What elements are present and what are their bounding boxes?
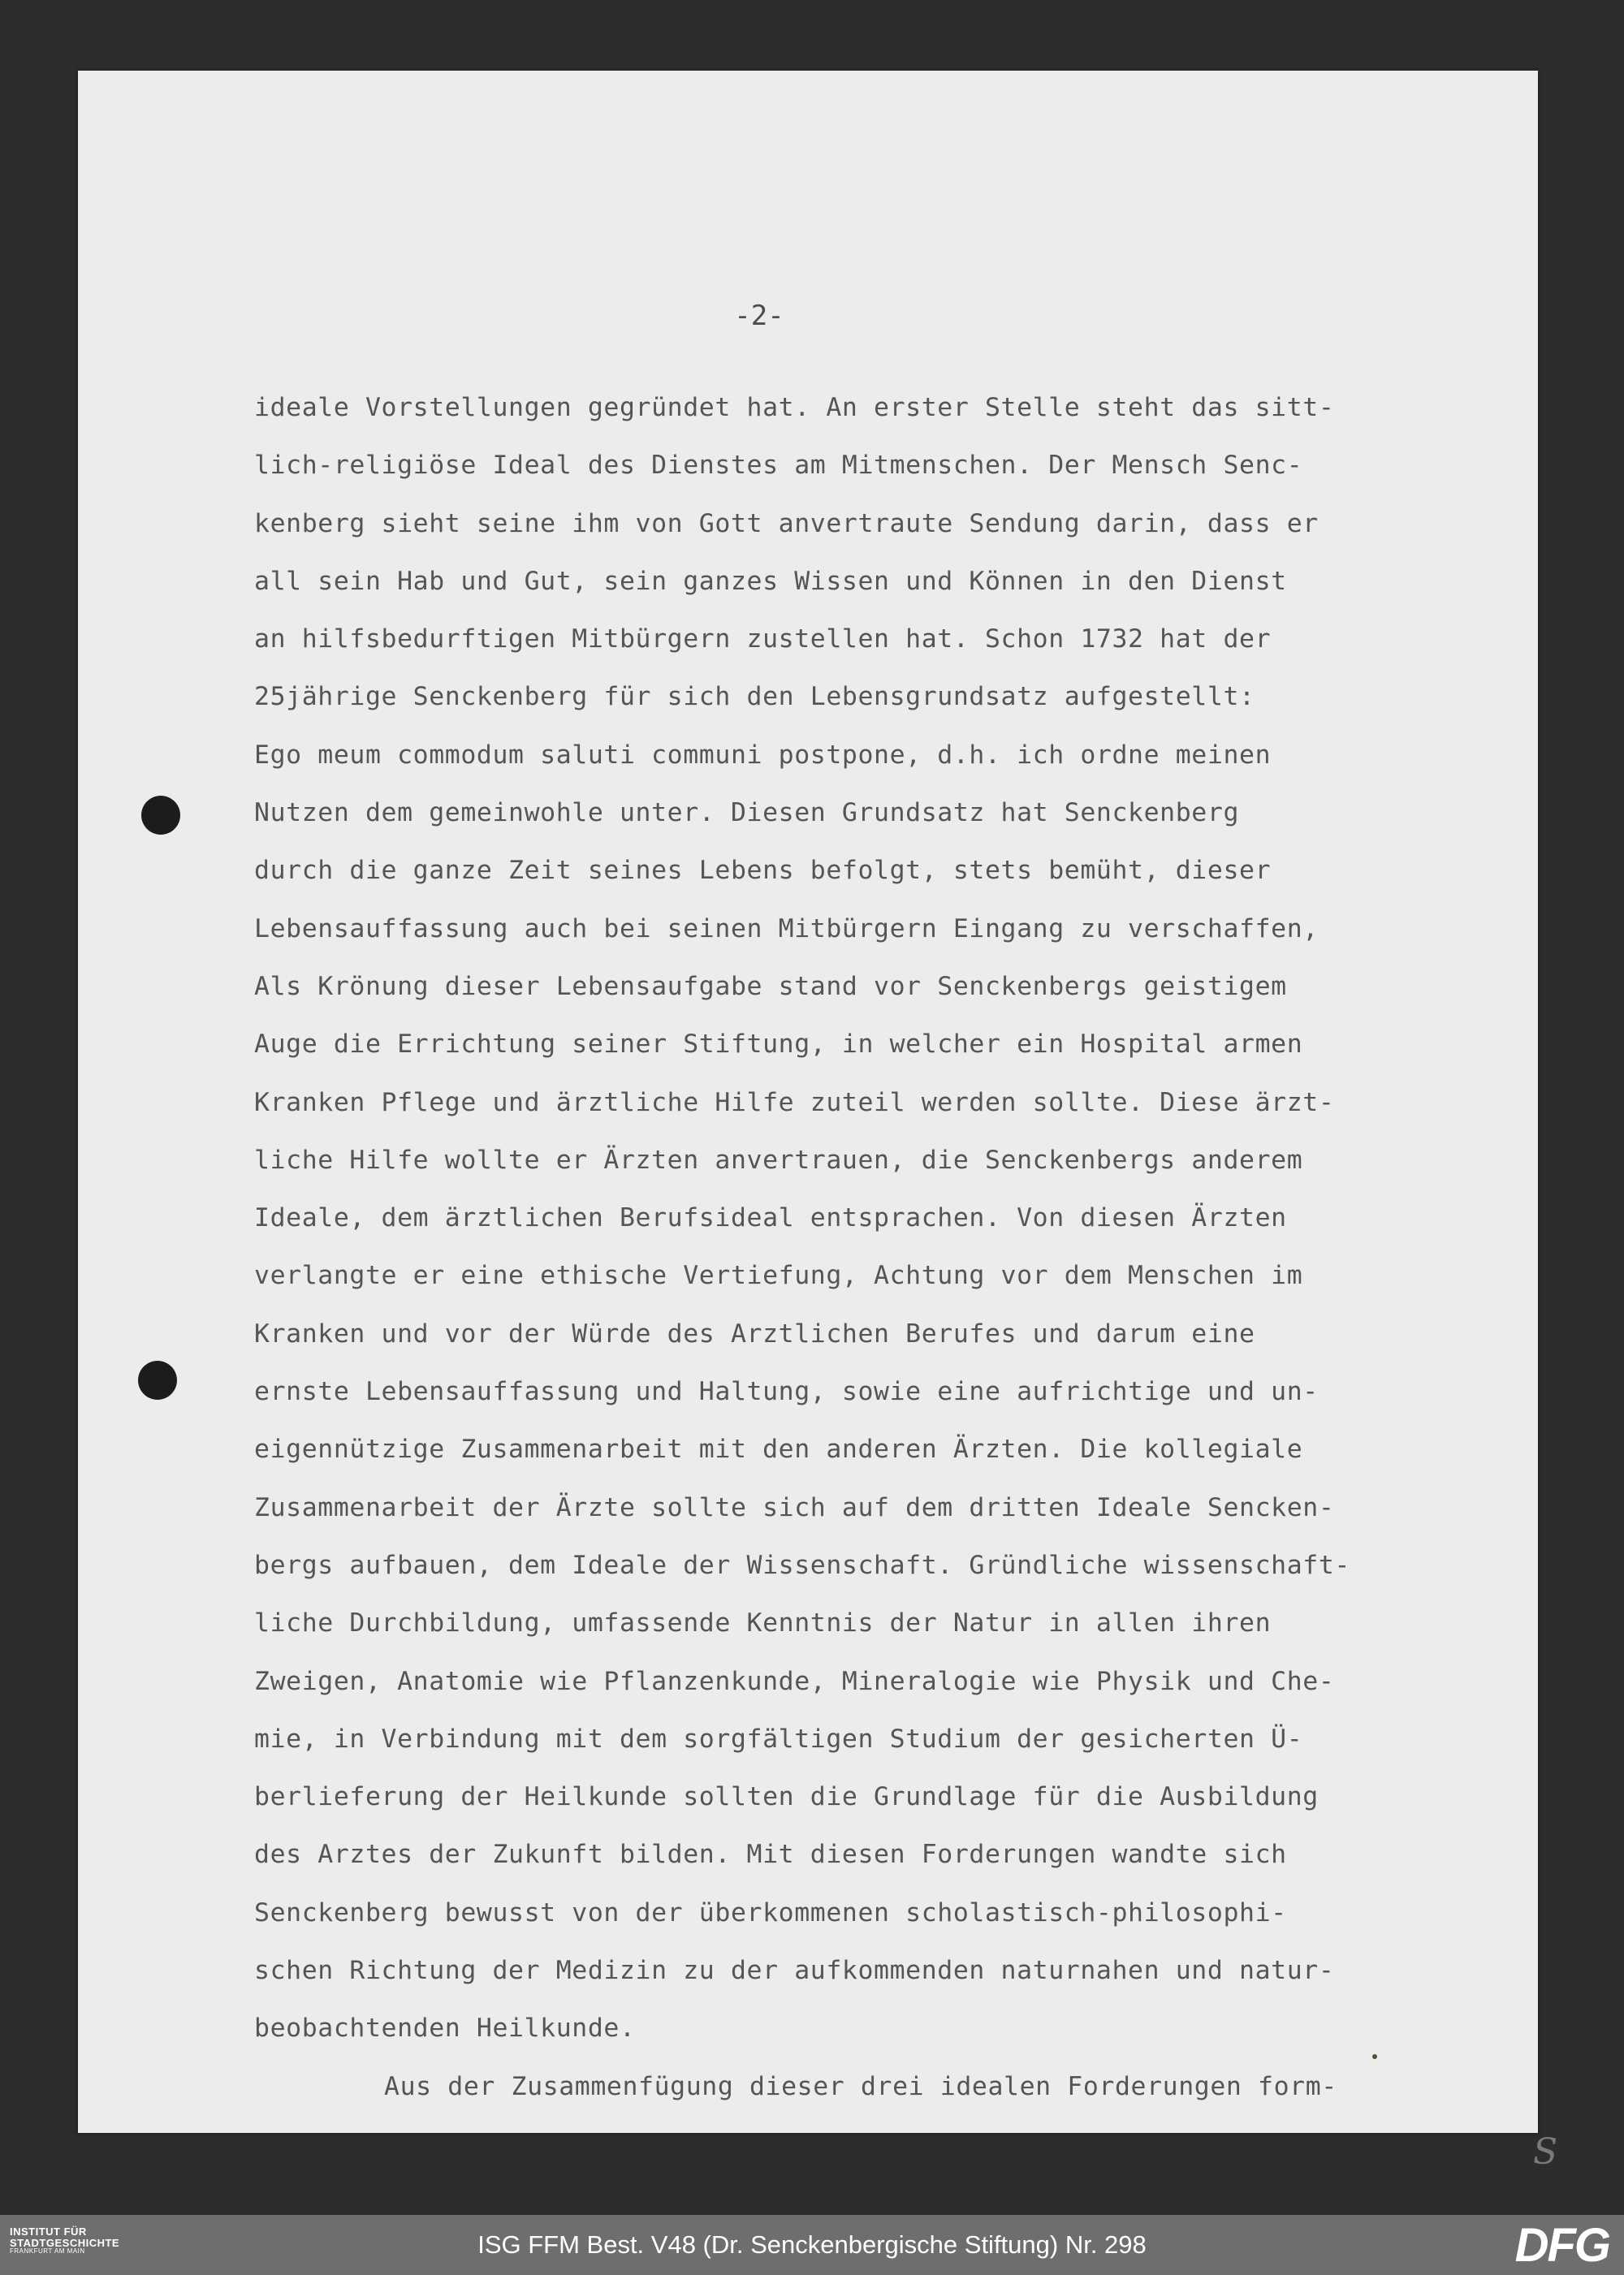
text-line: durch die ganze Zeit seines Lebens befolgt, stets bemüht, dieser	[254, 856, 1272, 886]
text-line-indented: Aus der Zusammenfügung dieser drei idealen Forderungen form-	[384, 2071, 1337, 2101]
text-line: Ideale, dem ärztlichen Berufsideal entsprachen. Von diesen Ärzten	[254, 1203, 1287, 1233]
text-line: ernste Lebensauffassung und Haltung, sowie eine aufrichtige und un-	[254, 1377, 1319, 1407]
document-page	[78, 71, 1558, 2173]
text-line: liche Durchbildung, umfassende Kenntnis der Natur in allen ihren	[254, 1608, 1272, 1638]
punch-hole	[141, 796, 180, 835]
text-line: all sein Hab und Gut, sein ganzes Wissen und Können in den Dienst	[254, 566, 1287, 596]
pencil-margin-mark: S	[1533, 2131, 1558, 2173]
text-line: bergs aufbauen, dem Ideale der Wissenschaft. Gründliche wissenschaft-	[254, 1550, 1350, 1580]
text-line: 25jährige Senckenberg für sich den Lebensgrundsatz aufgestellt:	[254, 682, 1255, 712]
text-line: berlieferung der Heilkunde sollten die Grundlage für die Ausbildung	[254, 1782, 1319, 1812]
institute-logo-line: INSTITUT FÜR	[10, 2225, 87, 2238]
typed-text-block	[254, 379, 1521, 2116]
text-line: an hilfsbedurftigen Mitbürgern zustellen hat. Schon 1732 hat der	[254, 624, 1272, 654]
text-line: Ego meum commodum saluti communi postpone, d.h. ich ordne meinen	[254, 740, 1272, 770]
text-line: Zweigen, Anatomie wie Pflanzenkunde, Mineralogie wie Physik und Che-	[254, 1666, 1335, 1696]
archive-citation: ISG FFM Best. V48 (Dr. Senckenbergische Stiftung) Nr. 298	[477, 2230, 1147, 2259]
text-line: Zusammenarbeit der Ärzte sollte sich auf dem dritten Ideale Sencken-	[254, 1492, 1335, 1522]
text-line: Nutzen dem gemeinwohle unter. Diesen Grundsatz hat Senckenberg	[254, 798, 1240, 828]
text-line: beobachtenden Heilkunde.	[254, 2014, 636, 2044]
text-line: ideale Vorstellungen gegründet hat. An erster Stelle steht das sitt-	[254, 393, 1335, 422]
text-line: Auge die Errichtung seiner Stiftung, in welcher ein Hospital armen	[254, 1030, 1303, 1060]
institute-logo-line: STADTGESCHICHTE	[10, 2236, 120, 2249]
punch-hole	[138, 1361, 177, 1400]
text-line: Kranken und vor der Würde des Arztlichen Berufes und darum eine	[254, 1319, 1255, 1349]
text-line: liche Hilfe wollte er Ärzten anvertrauen, die Senckenbergs anderem	[254, 1145, 1303, 1175]
text-line: des Arztes der Zukunft bilden. Mit diesen Forderungen wandte sich	[254, 1840, 1287, 1870]
archive-footer-bar	[0, 2215, 1624, 2275]
text-line: Kranken Pflege und ärztliche Hilfe zuteil werden sollte. Diese ärzt-	[254, 1087, 1335, 1117]
page-number: -2-	[734, 300, 784, 332]
text-line: schen Richtung der Medizin zu der aufkommenden naturnahen und natur-	[254, 1956, 1335, 1986]
text-line: mie, in Verbindung mit dem sorgfältigen Studium der gesicherten Ü-	[254, 1724, 1303, 1754]
institute-logo-subline: FRANKFURT AM MAIN	[10, 2247, 85, 2256]
text-line: lich-religiöse Ideal des Dienstes am Mitmenschen. Der Mensch Senc-	[254, 451, 1303, 481]
text-line: Als Krönung dieser Lebensaufgabe stand vor Senckenbergs geistigem	[254, 971, 1287, 1001]
text-line: verlangte er eine ethische Vertiefung, Achtung vor dem Menschen im	[254, 1261, 1303, 1291]
text-line: Lebensauffassung auch bei seinen Mitbürgern Eingang zu verschaffen,	[254, 913, 1319, 943]
paper-speck	[1372, 2054, 1377, 2059]
text-line: eigennützige Zusammenarbeit mit den anderen Ärzten. Die kollegiale	[254, 1435, 1303, 1465]
text-line: kenberg sieht seine ihm von Gott anvertraute Sendung darin, dass er	[254, 508, 1319, 538]
text-line: Senckenberg bewusst von der überkommenen scholastisch-philosophi-	[254, 1897, 1287, 1927]
dfg-logo: DFG	[1514, 2219, 1609, 2272]
